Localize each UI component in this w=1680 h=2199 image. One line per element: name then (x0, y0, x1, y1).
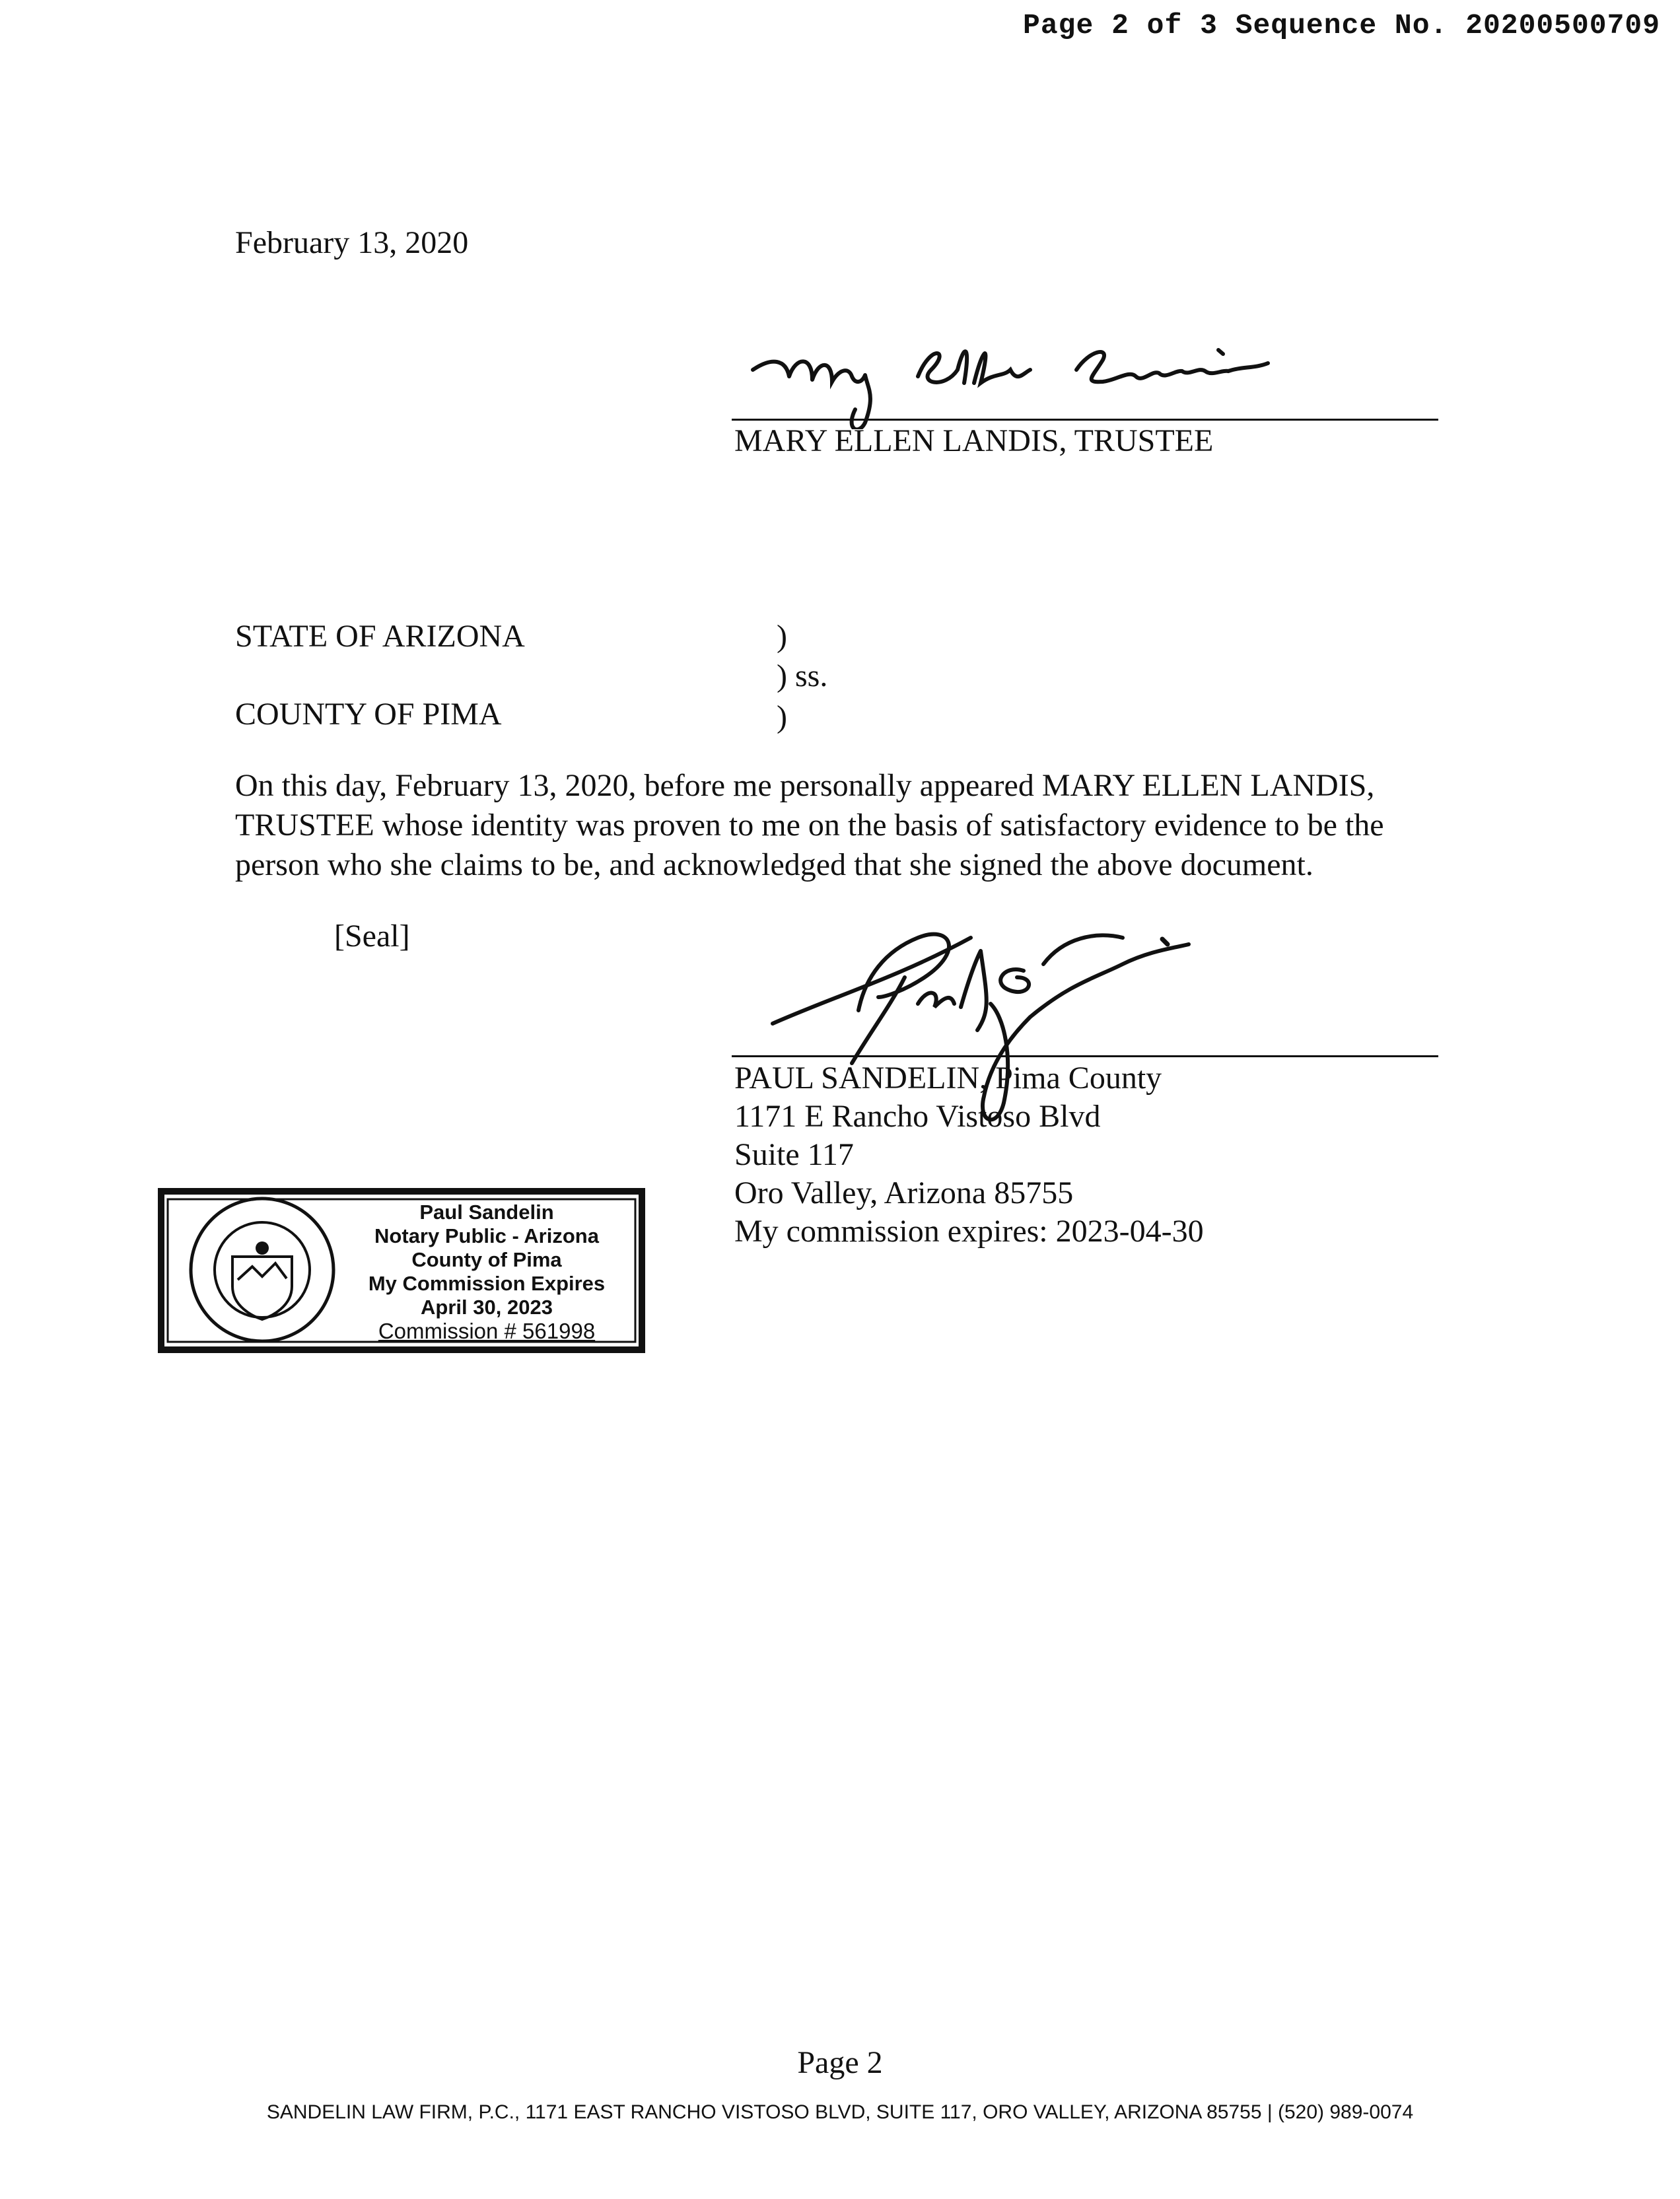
venue-county: COUNTY OF PIMA (235, 697, 502, 732)
stamp-title: Notary Public - Arizona (374, 1224, 599, 1247)
stamp-text (345, 1201, 629, 1343)
page-number: Page 2 (797, 2045, 883, 2080)
venue-state: STATE OF ARIZONA (235, 619, 525, 654)
trustee-signature (733, 330, 1301, 429)
notary-commission-expires: My commission expires: 2023-04-30 (734, 1214, 1204, 1249)
stamp-expires-label: My Commission Expires (368, 1272, 606, 1295)
notary-address-line1: 1171 E Rancho Vistoso Blvd (734, 1099, 1101, 1134)
venue-paren-1: ) (777, 619, 787, 654)
venue-paren-3: ) (777, 699, 787, 734)
notary-name-county: PAUL SANDELIN, Pima County (734, 1061, 1162, 1096)
firm-footer: SANDELIN LAW FIRM, P.C., 1171 EAST RANCHO VISTOSO BLVD, SUITE 117, ORO VALLEY, ARIZONA 85755 | (520) 989-0074 (266, 2101, 1414, 2123)
notary-block (734, 1059, 1204, 1251)
sequence-header: Page 2 of 3 Sequence No. 20200500709 (1023, 9, 1660, 42)
venue-paren-ss: ) ss. (777, 658, 828, 693)
stamp-name: Paul Sandelin (419, 1201, 554, 1224)
stamp-commission: Commission # 561998 (378, 1319, 596, 1343)
trustee-signature-line (732, 419, 1438, 421)
seal-label: [Seal] (334, 919, 410, 954)
arizona-seal-icon (186, 1194, 338, 1346)
notary-stamp (153, 1181, 650, 1360)
document-date: February 13, 2020 (235, 225, 469, 260)
notary-city-state-zip: Oro Valley, Arizona 85755 (734, 1175, 1074, 1210)
stamp-expires-date: April 30, 2023 (421, 1296, 553, 1319)
notary-address-line2: Suite 117 (734, 1137, 854, 1172)
stamp-county: County of Pima (411, 1248, 562, 1271)
trustee-name-title: MARY ELLEN LANDIS, TRUSTEE (734, 423, 1214, 458)
acknowledgment-paragraph: On this day, February 13, 2020, before me personally appeared MARY ELLEN LANDIS, TRUSTEE whose identity was proven to me on the basis of satisfactory evidence to be the person who she claims to be, and acknowledged that she signed the above document. (235, 768, 1384, 882)
notary-signature-line (732, 1055, 1438, 1057)
